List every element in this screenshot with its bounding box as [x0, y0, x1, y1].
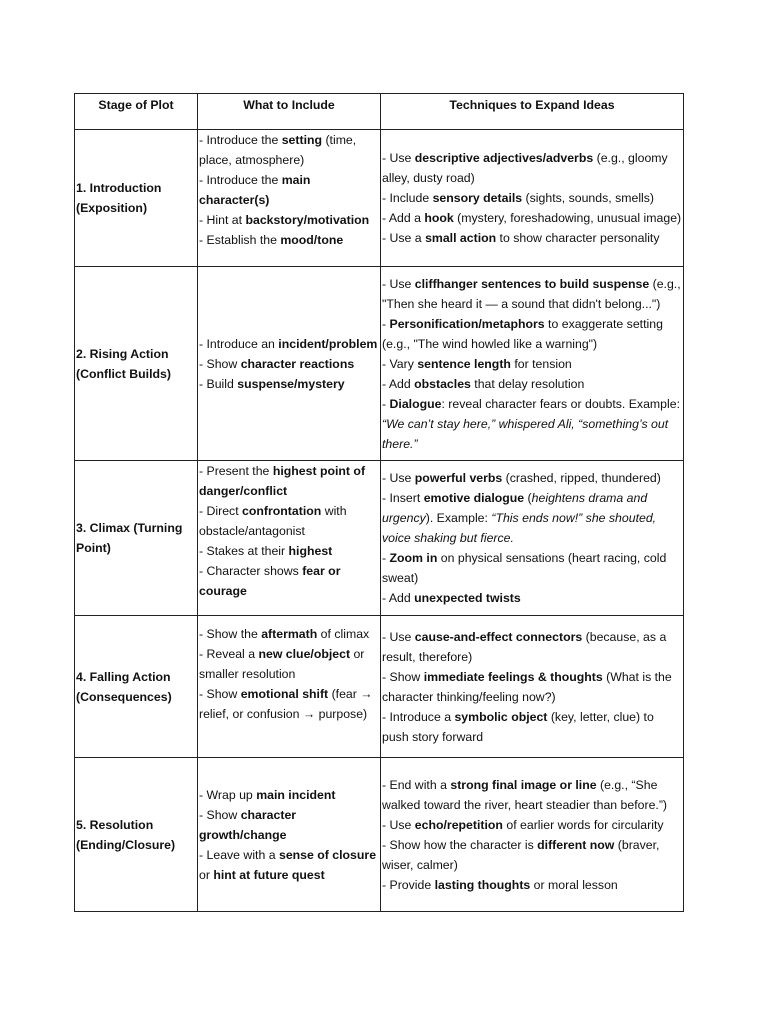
include-cell	[198, 461, 381, 616]
bullet-line	[199, 210, 379, 230]
text-run: for tension	[510, 356, 572, 371]
text-run: - Use	[382, 629, 415, 644]
text-run: - Use a	[382, 231, 426, 245]
techniques-cell	[381, 758, 684, 912]
bold-text: small action	[425, 231, 497, 245]
text-run: (What is the character thinking/feeling now?)	[382, 669, 672, 704]
bullet-line	[382, 274, 682, 314]
text-run: - Vary	[382, 356, 418, 371]
text-run: to show character personality	[496, 231, 660, 245]
bold-text: character growth/change	[199, 807, 297, 842]
bullet-line	[199, 170, 379, 210]
text-run: - Insert	[382, 491, 424, 505]
text-run: ). Example:	[425, 511, 492, 525]
bold-text: incident/problem	[278, 336, 378, 351]
text-run: - Introduce the	[199, 173, 282, 187]
table-row	[75, 267, 684, 461]
include-cell	[198, 758, 381, 912]
bullet-line	[199, 541, 379, 561]
text-run: -	[382, 551, 390, 565]
text-run: - Add	[382, 376, 415, 391]
bold-text: suspense/mystery	[237, 376, 345, 391]
table-row	[75, 758, 684, 912]
text-run: (fear → relief, or confusion → purpose)	[199, 687, 373, 721]
text-run: or smaller resolution	[199, 647, 365, 681]
bold-text: aftermath	[261, 627, 318, 641]
text-run: that delay resolution	[470, 376, 585, 391]
text-run: (	[524, 491, 532, 505]
bullet-line	[199, 644, 379, 684]
text-run: on physical sensations (heart racing, cold sweat)	[382, 551, 667, 585]
stage-cell: 5. Resolution (Ending/Closure)	[75, 758, 198, 912]
bullet-line	[382, 707, 682, 747]
bold-text: powerful verbs	[414, 471, 503, 485]
header-include: What to Include	[198, 94, 381, 130]
bold-text: confrontation	[242, 504, 322, 518]
text-run: (crashed, ripped, thundered)	[502, 471, 661, 485]
bold-text: emotional shift	[240, 687, 329, 701]
text-run: (sights, sounds, smells)	[522, 191, 655, 205]
bullet-line	[199, 334, 379, 354]
bold-text: cause-and-effect connectors	[414, 629, 583, 644]
bold-text: emotive dialogue	[423, 491, 525, 505]
bold-text: Personification/metaphors	[389, 316, 545, 331]
table-row	[75, 461, 684, 616]
bullet-line	[382, 815, 682, 835]
text-run: - Stakes at their	[199, 544, 289, 558]
bold-text: character reactions	[240, 356, 355, 371]
bold-text: main character(s)	[199, 173, 311, 207]
text-run: - Show	[382, 669, 424, 684]
bullet-line	[199, 845, 379, 885]
bullet-line	[382, 148, 682, 188]
bullet-line	[199, 461, 379, 501]
bullet-line	[382, 314, 682, 354]
bold-text: highest	[288, 544, 333, 558]
bold-text: highest point of danger/conflict	[199, 464, 366, 498]
table-header-row	[75, 94, 684, 130]
table-row	[75, 616, 684, 758]
stage-cell: 1. Introduction (Exposition)	[75, 130, 198, 267]
text-run: of earlier words for circularity	[502, 817, 664, 832]
bold-text: hook	[424, 211, 454, 225]
text-run: - Direct	[199, 504, 243, 518]
bullet-line	[382, 588, 682, 608]
plot-stages-table	[74, 93, 684, 912]
bold-text: symbolic object	[454, 709, 548, 724]
bullet-line	[199, 561, 379, 601]
text-run: - Wrap up	[199, 787, 257, 802]
header-techniques: Techniques to Expand Ideas	[381, 94, 684, 130]
text-run: : reveal character fears or doubts. Example:	[441, 396, 680, 411]
text-run: - Introduce an	[199, 336, 279, 351]
bold-text: Zoom in	[389, 551, 438, 565]
bullet-line	[382, 667, 682, 707]
text-run: - Hint at	[199, 213, 246, 227]
text-run: - Use	[382, 151, 415, 165]
text-run: -	[382, 316, 390, 331]
document-page	[74, 93, 683, 912]
bullet-line	[382, 488, 682, 548]
bullet-line	[199, 374, 379, 394]
bold-text: mood/tone	[280, 233, 344, 247]
text-run: (mystery, foreshadowing, unusual image)	[453, 211, 682, 225]
bullet-line	[382, 775, 682, 815]
bullet-line	[199, 230, 379, 250]
text-run: - Introduce a	[382, 709, 455, 724]
bullet-line	[382, 835, 682, 875]
include-cell	[198, 616, 381, 758]
bold-text: echo/repetition	[414, 817, 503, 832]
bullet-line	[382, 875, 682, 895]
bullet-line	[382, 208, 682, 228]
bold-text: main incident	[256, 787, 336, 802]
text-run: (time, place, atmosphere)	[199, 133, 357, 167]
bullet-line	[199, 805, 379, 845]
bold-text: sensory details	[432, 191, 523, 205]
text-run: - Include	[382, 191, 433, 205]
text-run: or moral lesson	[530, 877, 618, 892]
bold-text: different now	[537, 837, 615, 852]
bullet-line	[382, 627, 682, 667]
text-run: to exaggerate setting (e.g., "The wind howled like a warning")	[382, 316, 663, 351]
bullet-line	[382, 228, 682, 248]
text-run: - Use	[382, 471, 415, 485]
bullet-line	[199, 130, 379, 170]
italic-text: heightens drama and urgency	[382, 491, 648, 525]
bullet-line	[382, 188, 682, 208]
bold-text: hint at future quest	[213, 867, 325, 882]
text-run: of climax	[317, 627, 370, 641]
text-run: - Use	[382, 817, 415, 832]
techniques-cell	[381, 616, 684, 758]
stage-cell: 3. Climax (Turning Point)	[75, 461, 198, 616]
italic-text: “This ends now!” she shouted, voice shaking but fierce.	[382, 511, 657, 545]
bullet-line	[199, 684, 379, 724]
bold-text: descriptive adjectives/adverbs	[414, 151, 594, 165]
text-run: - Show	[199, 807, 241, 822]
text-run: - Build	[199, 376, 238, 391]
text-run: - Add	[382, 591, 415, 605]
bold-text: strong final image or line	[450, 777, 597, 792]
text-run: - Use	[382, 276, 415, 291]
bold-text: backstory/motivation	[245, 213, 370, 227]
text-run: with obstacle/antagonist	[199, 504, 347, 538]
text-run: - Show how the character is	[382, 837, 538, 852]
techniques-cell	[381, 267, 684, 461]
bullet-line	[382, 548, 682, 588]
text-run: (e.g., “She walked toward the river, heart steadier than before.”)	[382, 777, 668, 812]
text-run: (e.g., gloomy alley, dusty road)	[382, 151, 668, 185]
techniques-cell	[381, 130, 684, 267]
text-run: - Leave with a	[199, 847, 279, 862]
text-run: - Show	[199, 687, 241, 701]
bold-text: new clue/object	[258, 647, 351, 661]
include-cell	[198, 267, 381, 461]
techniques-cell	[381, 461, 684, 616]
bullet-line	[199, 624, 379, 644]
bullet-line	[382, 394, 682, 454]
italic-text: “We can’t stay here,” whispered Ali, “something’s out there.”	[382, 416, 669, 451]
bold-text: unexpected twists	[414, 591, 521, 605]
text-run: - Show the	[199, 627, 262, 641]
bullet-line	[382, 468, 682, 488]
bold-text: lasting thoughts	[434, 877, 531, 892]
bold-text: sense of closure	[278, 847, 377, 862]
text-run: - Provide	[382, 877, 435, 892]
bold-text: cliffhanger sentences to build suspense	[414, 276, 650, 291]
text-run: - End with a	[382, 777, 451, 792]
bullet-line	[199, 354, 379, 374]
header-stage: Stage of Plot	[75, 94, 198, 130]
bullet-line	[199, 785, 379, 805]
text-run: - Reveal a	[199, 647, 259, 661]
bold-text: sentence length	[417, 356, 511, 371]
table-row	[75, 130, 684, 267]
text-run: -	[382, 396, 390, 411]
stage-cell: 2. Rising Action (Conflict Builds)	[75, 267, 198, 461]
text-run: (key, letter, clue) to push story forward	[382, 709, 654, 744]
bold-text: fear or courage	[199, 564, 341, 598]
bold-text: setting	[281, 133, 323, 147]
text-run: - Introduce the	[199, 133, 282, 147]
bullet-line	[199, 501, 379, 541]
text-run: - Show	[199, 356, 241, 371]
text-run: - Present the	[199, 464, 273, 478]
include-cell	[198, 130, 381, 267]
bullet-line	[382, 354, 682, 374]
bold-text: Dialogue	[389, 396, 442, 411]
bullet-line	[382, 374, 682, 394]
text-run: or	[199, 867, 214, 882]
text-run: - Establish the	[199, 233, 281, 247]
text-run: - Add a	[382, 211, 425, 225]
bold-text: obstacles	[414, 376, 471, 391]
text-run: (braver, wiser, calmer)	[382, 837, 660, 872]
text-run: (because, as a result, therefore)	[382, 629, 667, 664]
text-run: (e.g., "Then she heard it — a sound that didn't belong...")	[382, 276, 681, 311]
stage-cell: 4. Falling Action (Consequences)	[75, 616, 198, 758]
text-run: - Character shows	[199, 564, 303, 578]
bold-text: immediate feelings & thoughts	[423, 669, 603, 684]
